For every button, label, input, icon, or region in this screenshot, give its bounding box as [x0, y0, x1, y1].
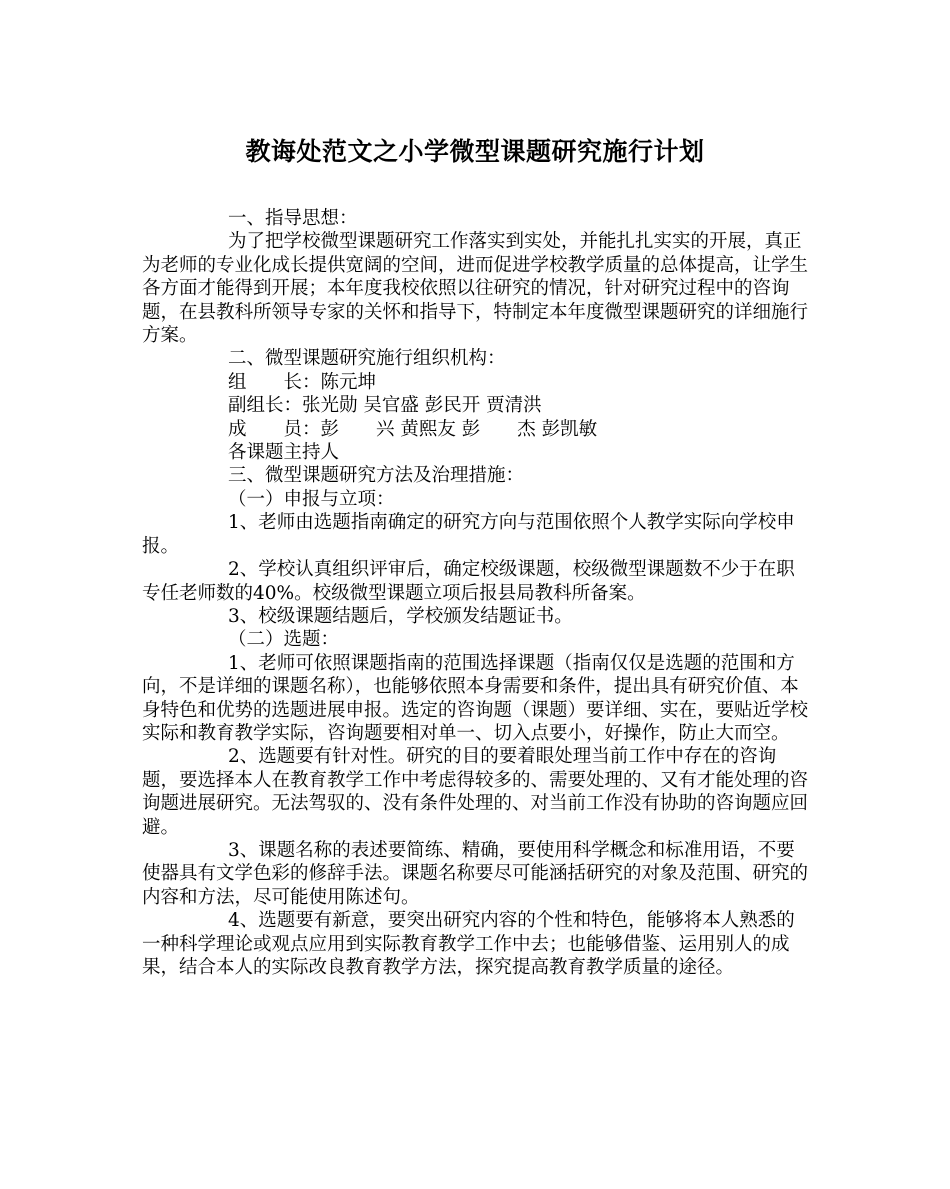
paragraph-application-3: 3、校级课题结题后，学校颁发结题证书。	[228, 605, 573, 627]
org-project-hosts: 各课题主持人	[228, 442, 340, 464]
subsection-heading-application: （一）申报与立项：	[228, 488, 395, 510]
paragraph-topic-selection-3: 3、课题名称的表述要简练、精确，要使用科学概念和标准用语，不要使器具有文学色彩的修辞手法。课题名称要尽可能涵括研究的对象及范围、研究的内容和方法，尽可能使用陈述句。	[142, 839, 809, 908]
document-title: 教诲处范文之小学微型课题研究施行计划	[245, 137, 705, 166]
section-heading-guiding-ideology: 一、指导思想：	[228, 208, 358, 229]
paragraph-topic-selection-2: 2、选题要有针对性。研究的目的要着眼处理当前工作中存在的咨询题，要选择本人在教育教学工作中考虑得较多的、需要处理的、又有才能处理的咨询题进展研究。无法驾驭的、没有条件处理的、对当前工作没有协助的咨询题应回避。	[142, 746, 809, 838]
org-leader: 组 长：陈元坤	[228, 371, 377, 393]
document-body	[142, 207, 810, 979]
org-deputy-leaders: 副组长：张光勋 吴官盛 彭民开 贾清洪	[228, 395, 542, 417]
section-heading-methods: 三、微型课题研究方法及治理措施：	[228, 465, 525, 487]
paragraph-application-2: 2、学校认真组织评审后，确定校级课题，校级微型课题数不少于在职专任老师数的40%。校级微型课题立项后报县局教科所备案。	[142, 559, 795, 604]
paragraph-topic-selection-1: 1、老师可依照课题指南的范围选择课题（指南仅仅是选题的范围和方向，不是详细的课题名称），也能够依照本身需要和条件，提出具有研究价值、本身特色和优势的选题进展申报。选定的咨询题（课题）要详细、实在，要贴近学校实际和教育教学实际，咨询题要相对单一、切入点要小，好操作，防止大而空。	[142, 652, 809, 744]
section-heading-organization: 二、微型课题研究施行组织机构：	[228, 348, 506, 370]
paragraph-guiding-ideology: 为了把学校微型课题研究工作落实到实处，并能扎扎实实的开展，真正为老师的专业化成长提供宽阔的空间，进而促进学校教学质量的总体提高，让学生各方面才能得到开展；本年度我校依照以往研究的情况，针对研究过程中的咨询题，在县教科所领导专家的关怀和指导下，特制定本年度微型课题研究的详细施行方案。	[142, 231, 809, 347]
paragraph-topic-selection-4: 4、选题要有新意，要突出研究内容的个性和特色，能够将本人熟悉的一种科学理论或观点应用到实际教育教学工作中去；也能够借鉴、运用别人的成果，结合本人的实际改良教育教学方法，探究提高教育教学质量的途径。	[142, 910, 795, 978]
paragraph-application-1: 1、老师由选题指南确定的研究方向与范围依照个人教学实际向学校申报。	[142, 512, 795, 557]
org-members: 成 员：彭 兴 黄熙友 彭 杰 彭凯敏	[228, 418, 598, 440]
subsection-heading-topic-selection: （二）选题：	[228, 629, 340, 651]
